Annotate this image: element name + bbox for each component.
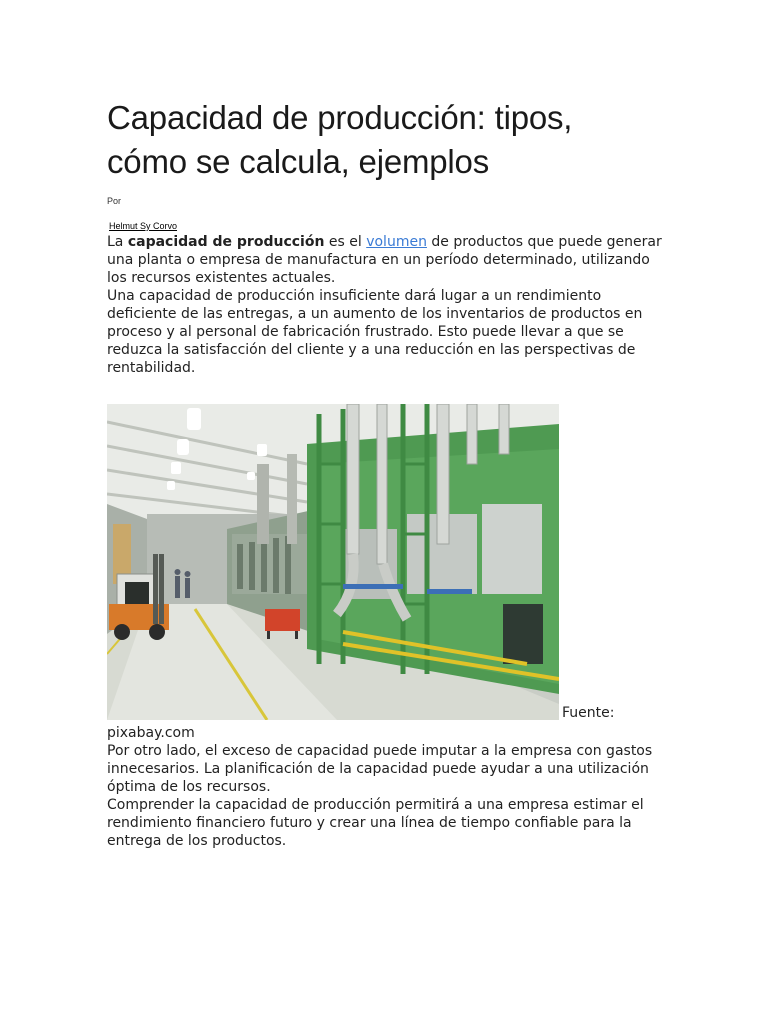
intro-text-start: La <box>107 234 128 250</box>
intro-text-end: de productos que puede generar una planta o empresa de manufactura en un período determinado, utilizando los recursos existentes actuales. <box>107 234 662 286</box>
image-source-label: Fuente: <box>562 705 615 721</box>
title-line-1: Capacidad de producción: tipos, <box>107 99 573 136</box>
intro-bold-term: capacidad de producción <box>127 234 325 250</box>
paragraph-understanding: Comprender la capacidad de producción permitirá a una empresa estimar el rendimiento financiero futuro y crear una línea de tiempo confiable para la entrega de los productos. <box>107 797 644 849</box>
figure <box>107 404 667 720</box>
title-line-2: cómo se calcula, ejemplos <box>107 143 490 180</box>
page-title <box>107 96 667 184</box>
paragraph-intro <box>107 233 667 287</box>
byline-label: Por <box>107 196 122 206</box>
intro-text-middle: es el <box>324 234 367 250</box>
volumen-link[interactable]: volumen <box>366 234 427 250</box>
image-source-site: pixabay.com <box>107 725 195 741</box>
paragraph-insufficient-capacity: Una capacidad de producción insuficiente dará lugar a un rendimiento deficiente de las entregas, a un aumento de los inventarios de productos en proceso y al personal de fabricación frustrado. Esto puede llevar a que se reduzca la satisfacción del cliente y a una reducción en las perspectivas de rentabilidad. <box>107 288 643 376</box>
author-link[interactable]: Helmut Sy Corvo <box>109 221 178 231</box>
paragraph-excess-capacity: Por otro lado, el exceso de capacidad puede imputar a la empresa con gastos innecesarios. La planificación de la capacidad puede ayudar a una utilización óptima de los recursos. <box>107 743 653 795</box>
article <box>107 96 667 850</box>
factory-photo <box>107 404 559 720</box>
